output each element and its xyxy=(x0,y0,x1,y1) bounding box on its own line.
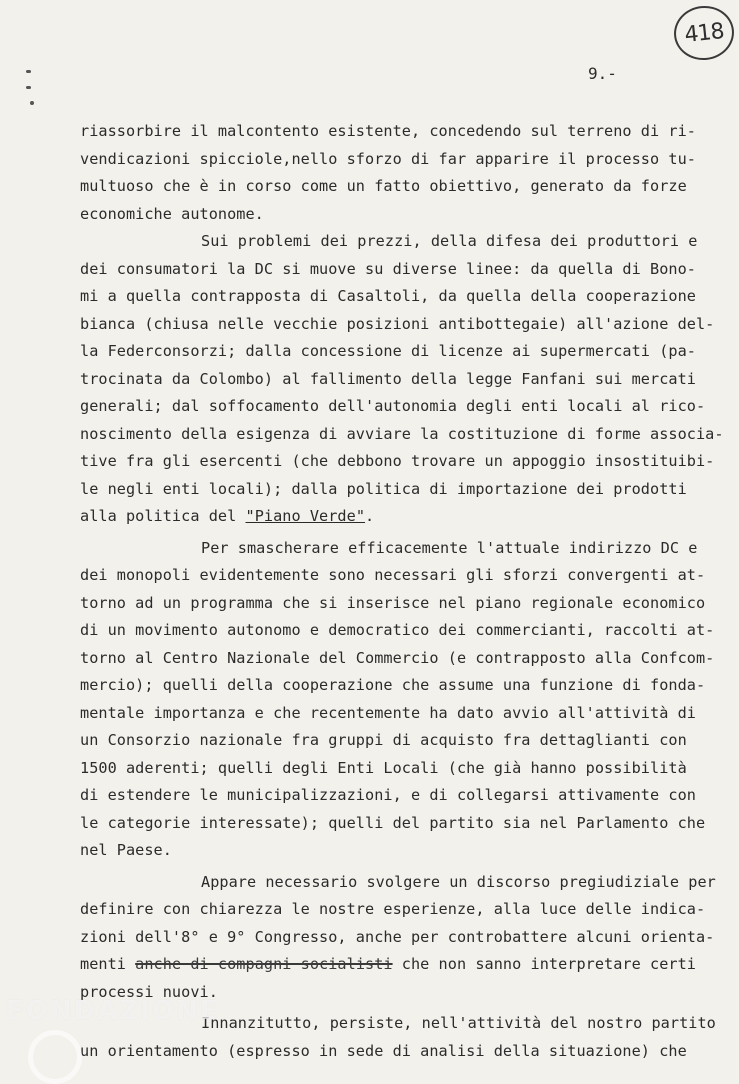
text-line: mentale importanza e che recentemente ha dato avvio all'attività di xyxy=(80,703,696,722)
paragraph-3 xyxy=(80,535,715,865)
text-line: le categorie interessate); quelli del partito sia nel Parlamento che xyxy=(80,813,706,832)
text-line: 1500 aderenti; quelli degli Enti Locali (che già hanno possibilità xyxy=(80,758,687,777)
text-line: tive fra gli esercenti (che debbono trovare un appoggio insostituibi- xyxy=(80,452,715,470)
text-line: bianca (chiusa nelle vecchie posizioni antibottegaie) all'azione del- xyxy=(80,314,715,333)
watermark-text: FONDAZIONE xyxy=(6,996,220,1026)
paragraph-4 xyxy=(80,869,716,1007)
archive-stamp: 418 xyxy=(671,3,736,63)
text-line: Per smascherare efficacemente l'attuale indirizzo DC e xyxy=(201,538,698,557)
text-line: un orientamento (espresso in sede di analisi della situazione) che xyxy=(80,1041,687,1060)
text-line: dei monopoli evidentemente sono necessari gli sforzi convergenti at- xyxy=(80,566,706,584)
text-line: Sui problemi dei prezzi, della difesa dei produttori e xyxy=(201,232,698,250)
text-line: un Consorzio nazionale fra gruppi di acquisto fra dettaglianti con xyxy=(80,731,687,749)
text-span: alla politica del xyxy=(80,507,246,525)
text-line: multuoso che è in corso come un fatto obiettivo, generato da forze xyxy=(80,177,687,195)
text-line xyxy=(80,503,692,531)
text-line: le negli enti locali); dalla politica di importazione dei prodotti xyxy=(80,479,687,498)
page-number: 9.- xyxy=(588,64,617,83)
text-span: menti xyxy=(80,955,136,973)
text-line xyxy=(80,951,696,979)
margin-mark xyxy=(26,86,31,89)
text-line: noscimento della esigenza di avviare la costituzione di forme associa- xyxy=(80,424,724,443)
text-line: definire con chiarezza le nostre esperienze, alla luce delle indica- xyxy=(80,900,706,918)
text-line: generali; dal soffocamento dell'autonomia degli enti locali al rico- xyxy=(80,397,706,415)
text-line: Innanzitutto, persiste, nell'attività del nostro partito xyxy=(201,1014,716,1032)
text-line: di un movimento autonomo e democratico dei commercianti, raccolti at- xyxy=(80,621,715,639)
text-line: zioni dell'8° e 9° Congresso, anche per controbattere alcuni orienta- xyxy=(80,927,715,946)
struck-out-text: anche di compagni socialisti xyxy=(135,955,393,973)
text-line: riassorbire il malcontento esistente, concedendo sul terreno di ri- xyxy=(80,122,696,140)
text-line: torno al Centro Nazionale del Commercio (e contrapposto alla Confcom- xyxy=(80,648,715,667)
text-line: vendicazioni spicciole,nello sforzo di far apparire il processo tu- xyxy=(80,149,696,168)
text-line: Appare necessario svolgere un discorso pregiudiziale per xyxy=(201,872,716,891)
text-line: mi a quella contrapposta di Casaltoli, da quella della cooperazione xyxy=(80,287,696,305)
text-line: processi nuovi. xyxy=(80,982,218,1001)
text-span: che non sanno interpretare certi xyxy=(392,955,696,973)
underlined-title: "Piano Verde" xyxy=(245,507,366,525)
text-line: di estendere le municipalizzazioni, e di collegarsi attivamente con xyxy=(80,786,696,804)
text-line: dei consumatori la DC si muove su diverse linee: da quella di Bono- xyxy=(80,259,696,278)
text-line: torno ad un programma che si inserisce nel piano regionale economico xyxy=(80,593,706,612)
text-line: la Federconsorzi; dalla concessione di licenze ai supermercati (pa- xyxy=(80,342,696,360)
paragraph-2 xyxy=(80,228,724,531)
text-line: economiche autonome. xyxy=(80,204,264,223)
margin-mark xyxy=(26,70,31,73)
text-line: mercio); quelli della cooperazione che assume una funzione di fonda- xyxy=(80,676,706,694)
text-line: nel Paese. xyxy=(80,841,172,859)
watermark-logo-icon xyxy=(28,1030,82,1084)
paragraph-1 xyxy=(80,118,696,228)
text-line: trocinata da Colombo) al fallimento della legge Fanfani sui mercati xyxy=(80,369,696,388)
margin-mark xyxy=(30,101,34,105)
text-span: . xyxy=(365,507,375,525)
body-text xyxy=(80,118,724,1065)
